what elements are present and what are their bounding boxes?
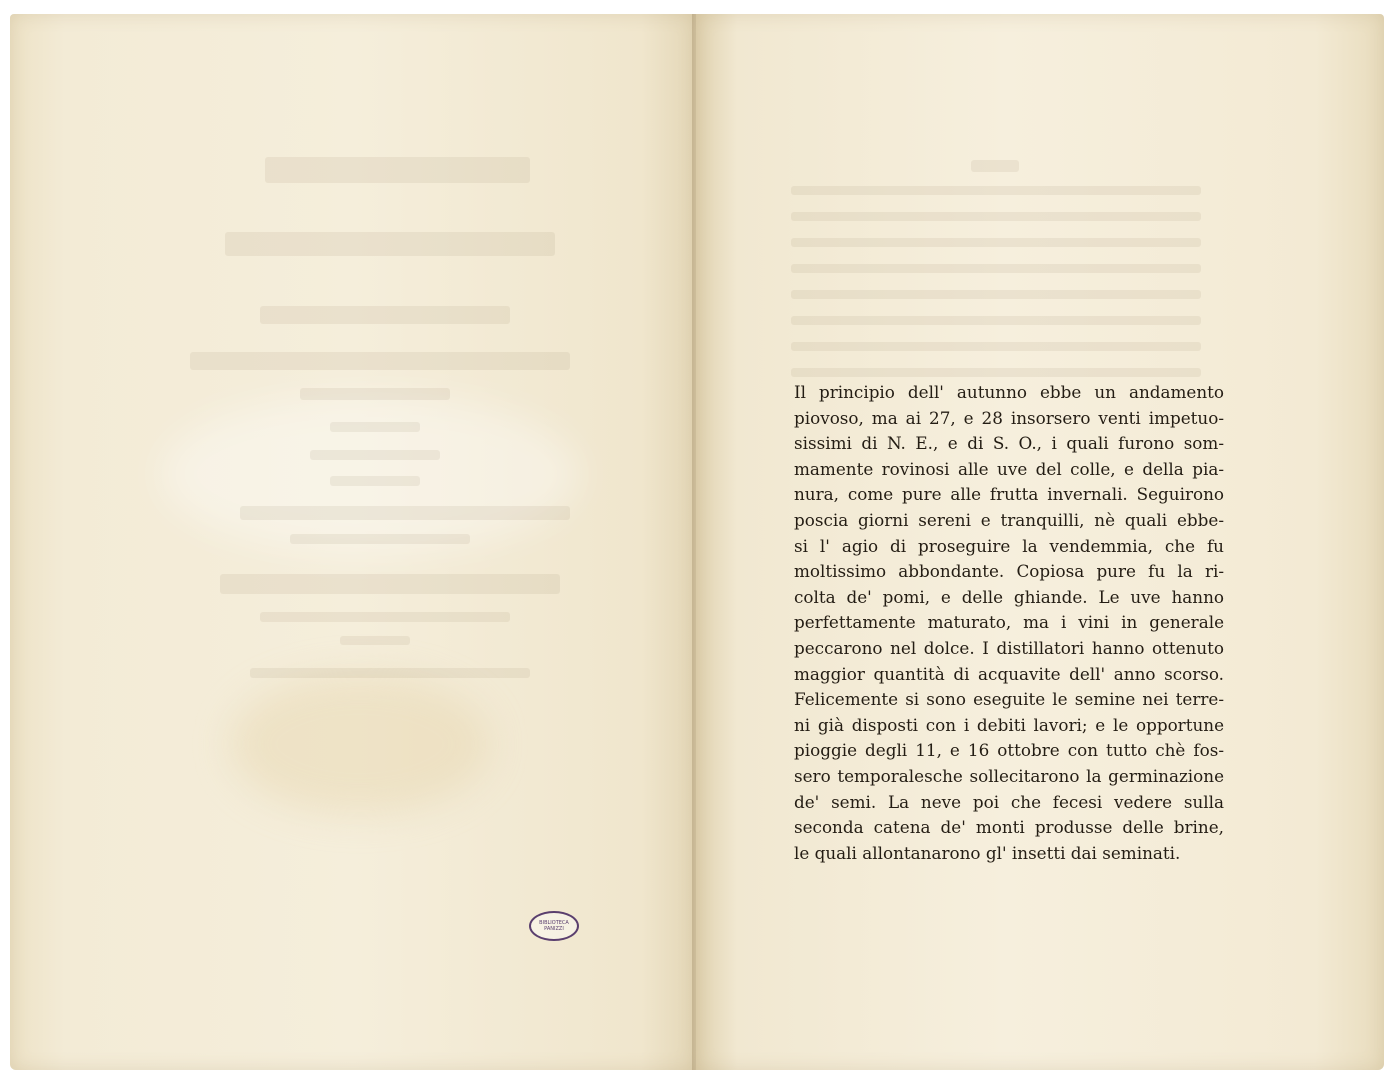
text-line: pioggie degli 11, e 16 ottobre con tutto chè fos- (794, 740, 1224, 761)
show-through-text (190, 352, 570, 370)
show-through-text (220, 574, 560, 594)
text-line: moltissimo abbondante. Copiosa pure fu la ri- (794, 561, 1224, 582)
text-line: Felicemente si sono eseguite le semine nei terre- (794, 689, 1224, 710)
text-line: Il principio dell' autunno ebbe un andamento (794, 382, 1224, 402)
show-through-text (260, 306, 510, 324)
text-line: peccarono nel dolce. I distillatori hanno ottenuto (794, 637, 1224, 658)
show-through-text (791, 212, 1201, 221)
text-line: seconda catena de' monti produsse delle brine, (794, 817, 1224, 838)
left-page (10, 14, 696, 1070)
text-line: sissimi di N. E., e di S. O., i quali furono som- (794, 433, 1224, 454)
text-line: mamente rovinosi alle uve del colle, e della pia- (794, 458, 1224, 479)
show-through-text (240, 506, 570, 520)
paper-stain (230, 674, 490, 814)
show-through-text (971, 160, 1019, 172)
show-through-text (290, 534, 470, 544)
show-through-text (310, 450, 440, 460)
show-through-text (250, 668, 530, 678)
show-through-text (260, 612, 510, 622)
text-line: maggior quantità di acquavite dell' anno scorso. (794, 663, 1224, 684)
show-through-text (791, 186, 1201, 195)
show-through-text (791, 290, 1201, 299)
stamp-text: PANIZZI (544, 926, 564, 932)
page-body-text (794, 380, 1224, 866)
text-line: ni già disposti con i debiti lavori; e le opportune (794, 714, 1224, 735)
show-through-text (265, 157, 530, 183)
text-line: sero temporalesche sollecitarono la germinazione (794, 765, 1224, 786)
show-through-text (300, 388, 450, 400)
text-line: poscia giorni sereni e tranquilli, nè quali ebbe- (794, 509, 1224, 530)
text-line: piovoso, ma ai 27, e 28 insorsero venti impetuo- (794, 407, 1224, 428)
show-through-text (791, 238, 1201, 247)
show-through-text (330, 476, 420, 486)
paper-stain (160, 394, 580, 554)
show-through-text (330, 422, 420, 432)
text-line: le quali allontanarono gl' insetti dai seminati. (794, 842, 1181, 863)
text-line: nura, come pure alle frutta invernali. Seguirono (794, 484, 1224, 505)
show-through-text (340, 636, 410, 645)
show-through-text (791, 316, 1201, 325)
show-through-text (225, 232, 555, 256)
show-through-text (791, 368, 1201, 377)
stamp-text: BIBLIOTECA (539, 920, 569, 926)
show-through-text (791, 342, 1201, 351)
text-line: de' semi. La neve poi che fecesi vedere sulla (794, 791, 1224, 812)
text-line: perfettamente maturato, ma i vini in generale (794, 612, 1224, 633)
library-stamp (529, 911, 579, 941)
text-line: colta de' pomi, e delle ghiande. Le uve hanno (794, 586, 1224, 607)
show-through-text (791, 264, 1201, 273)
text-line: si l' agio di proseguire la vendemmia, che fu (794, 535, 1224, 556)
